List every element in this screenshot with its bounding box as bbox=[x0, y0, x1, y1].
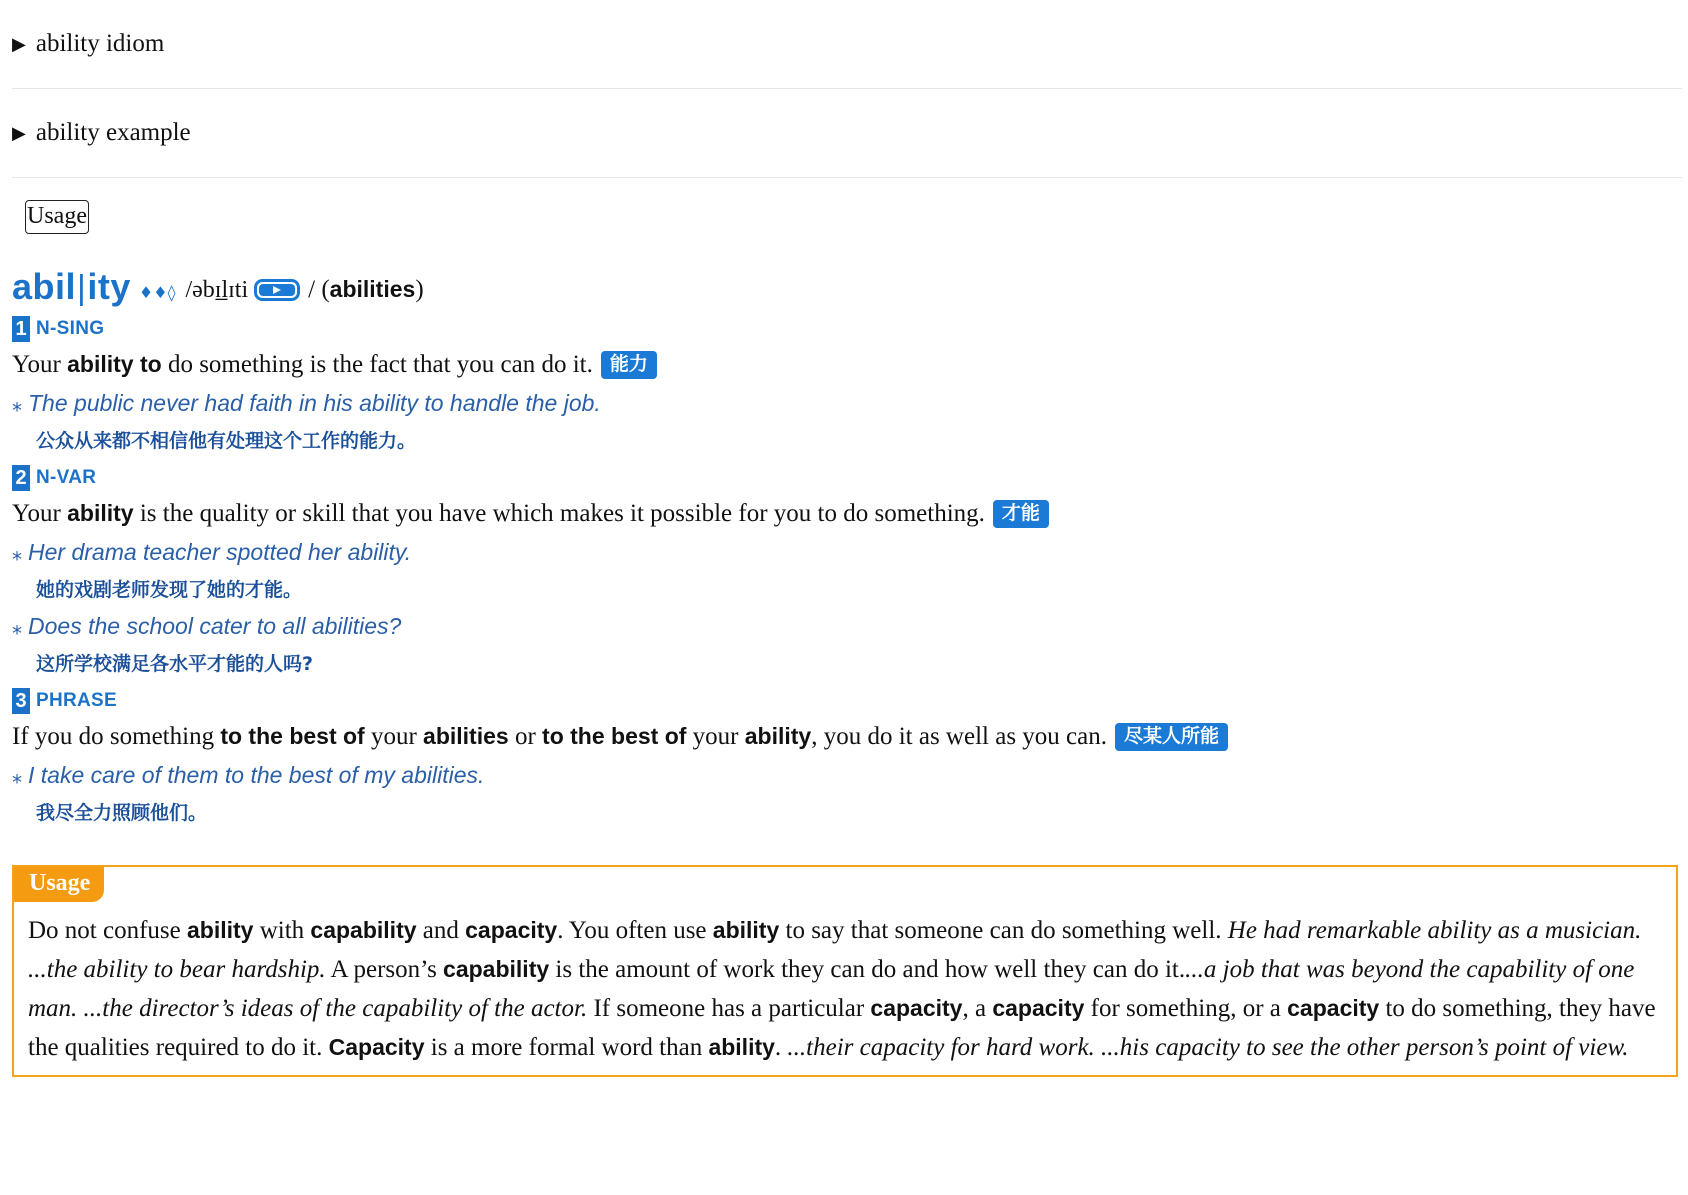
part-of-speech: N-VAR bbox=[36, 467, 97, 488]
dictionary-entry-page bbox=[12, 0, 1682, 1061]
usage-text-run: for something, or a bbox=[1084, 995, 1288, 1022]
chinese-translation-badge: 尽某人所能 bbox=[1115, 723, 1228, 751]
usage-text-run: If someone has a particular bbox=[587, 995, 871, 1022]
pronunciation: /əbɪ̲lɪti bbox=[185, 277, 249, 303]
triangle-right-icon: ▶ bbox=[12, 33, 26, 55]
example-sentence: ⁎ Does the school cater to all abilities? bbox=[12, 613, 402, 639]
usage-text-run: . bbox=[774, 1034, 788, 1061]
usage-text-run: . You often use bbox=[557, 917, 713, 944]
sense-1 bbox=[12, 314, 1682, 459]
usage-note-box bbox=[12, 865, 1678, 1077]
usage-bold-term: ability bbox=[712, 917, 780, 943]
usage-example: ...a job that was beyond the capability of one man. ...the director’s ideas of the capability of the actor. bbox=[28, 956, 1635, 1022]
usage-text-run: A person’s bbox=[325, 956, 444, 983]
usage-button[interactable]: Usage bbox=[25, 200, 89, 234]
definition: Your ability to do something is the fact that you can do it. 能力 bbox=[12, 344, 1682, 385]
usage-example: He had remarkable ability as a musician. ...the ability to bear hardship. bbox=[28, 917, 1642, 983]
headword-line bbox=[12, 262, 1682, 310]
usage-text-run: to do something, they have the qualities required to do it. bbox=[28, 995, 1656, 1061]
usage-note-text bbox=[28, 911, 1664, 1067]
frequency-diamonds: ♦♦◊ bbox=[138, 283, 176, 302]
triangle-right-icon: ▶ bbox=[12, 122, 26, 144]
part-of-speech: N-SING bbox=[36, 318, 105, 339]
play-audio-icon[interactable] bbox=[254, 279, 300, 301]
example-sentence: ⁎ Her drama teacher spotted her ability. bbox=[12, 539, 412, 565]
details-label: ability example bbox=[35, 119, 191, 146]
sense-2 bbox=[12, 463, 1682, 682]
sense-number: 1 bbox=[12, 316, 30, 342]
usage-text-run: is a more formal word than bbox=[424, 1034, 709, 1061]
usage-text-run: to say that someone can do something well. bbox=[779, 917, 1228, 944]
example-sentence: ⁎ The public never had faith in his ability to handle the job. bbox=[12, 390, 601, 416]
sense-number: 2 bbox=[12, 465, 30, 491]
example-translation: 她的戏剧老师发现了她的才能。 bbox=[36, 579, 303, 601]
definition: If you do something to the best of your abilities or to the best of your ability, you do it as well as you can. 尽某人所能 bbox=[12, 716, 1682, 757]
example-translation: 这所学校满足各水平才能的人吗? bbox=[36, 653, 314, 675]
usage-bold-term: ability bbox=[187, 917, 254, 943]
usage-text-run: , a bbox=[962, 995, 993, 1022]
sense-number: 3 bbox=[12, 688, 30, 714]
headword: abil|ity bbox=[12, 266, 131, 307]
usage-bold-term: capacity bbox=[1287, 995, 1380, 1021]
chinese-translation-badge: 才能 bbox=[993, 500, 1049, 528]
details-ability-example[interactable] bbox=[12, 89, 1682, 178]
usage-bold-term: ability bbox=[708, 1034, 775, 1060]
example-translation: 我尽全力照顾他们。 bbox=[36, 802, 208, 824]
definition: Your ability is the quality or skill that you have which makes it possible for you to do something. 才能 bbox=[12, 493, 1682, 534]
usage-bold-term: capability bbox=[310, 917, 417, 943]
plural-form: / (abilities) bbox=[308, 276, 424, 303]
usage-note-tag: Usage bbox=[14, 867, 104, 902]
usage-bold-term: capacity bbox=[992, 995, 1085, 1021]
chinese-translation-badge: 能力 bbox=[601, 351, 657, 379]
usage-text-run: is the amount of work they can do and how well they can do it. bbox=[549, 956, 1186, 983]
usage-bold-term: capacity bbox=[465, 917, 558, 943]
usage-text-run: and bbox=[416, 917, 466, 944]
details-label: ability idiom bbox=[35, 30, 165, 57]
usage-bold-term: capability bbox=[443, 956, 550, 982]
usage-text-run: Do not confuse bbox=[28, 917, 187, 944]
details-ability-idiom[interactable] bbox=[12, 0, 1682, 89]
part-of-speech: PHRASE bbox=[36, 690, 117, 711]
usage-bold-term: capacity bbox=[870, 995, 963, 1021]
usage-text-run: with bbox=[253, 917, 311, 944]
usage-bold-term: Capacity bbox=[328, 1034, 425, 1060]
example-translation: 公众从来都不相信他有处理这个工作的能力。 bbox=[36, 430, 417, 452]
sense-3 bbox=[12, 686, 1682, 831]
example-sentence: ⁎ I take care of them to the best of my abilities. bbox=[12, 762, 485, 788]
usage-example: ...their capacity for hard work. ...his capacity to see the other person’s point of view. bbox=[787, 1034, 1629, 1061]
